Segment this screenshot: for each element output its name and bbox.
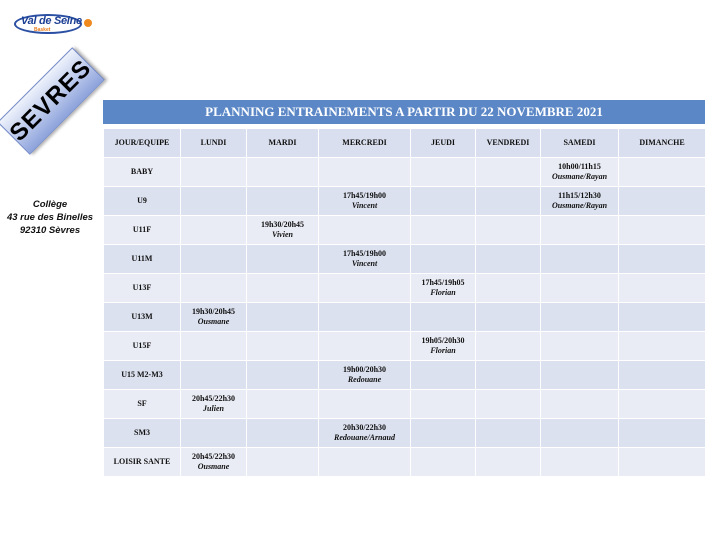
schedule-cell <box>476 361 541 390</box>
team-name: SM3 <box>104 419 181 448</box>
schedule-cell <box>181 274 247 303</box>
address-block <box>0 198 100 237</box>
schedule-cell <box>476 274 541 303</box>
schedule-cell <box>181 390 247 419</box>
schedule-cell <box>181 361 247 390</box>
header-day-samedi: SAMEDI <box>541 129 619 158</box>
schedule-cell <box>541 187 619 216</box>
header-day-dimanche: DIMANCHE <box>619 129 706 158</box>
slot-coach: Ousmane/Rayan <box>551 172 608 181</box>
schedule-cell <box>411 361 476 390</box>
schedule-cell <box>619 361 706 390</box>
schedule-cell <box>319 390 411 419</box>
schedule-cell <box>181 216 247 245</box>
team-name: U13F <box>104 274 181 303</box>
table-row <box>104 332 706 361</box>
address-line-1: Collège <box>32 199 68 210</box>
address-line-3: 92310 Sèvres <box>19 225 81 236</box>
table-row <box>104 390 706 419</box>
badge-text: SEVRES <box>4 54 97 147</box>
schedule-cell <box>181 158 247 187</box>
schedule-cell <box>476 332 541 361</box>
schedule-cell <box>476 419 541 448</box>
table-row <box>104 245 706 274</box>
slot-coach: Ousmane <box>197 462 230 471</box>
team-name: U9 <box>104 187 181 216</box>
schedule-cell <box>619 158 706 187</box>
schedule-cell <box>247 419 319 448</box>
schedule-cell <box>541 390 619 419</box>
header-day-jeudi: JEUDI <box>411 129 476 158</box>
sevres-badge <box>0 47 105 154</box>
schedule-cell <box>541 361 619 390</box>
logo-tagline: Basket <box>34 27 51 33</box>
schedule-cell <box>541 303 619 332</box>
schedule-cell <box>319 332 411 361</box>
table-body <box>104 158 706 477</box>
schedule-cell <box>247 390 319 419</box>
slot-coach: Vincent <box>351 259 378 268</box>
slot-time: 19h05/20h30 <box>421 336 465 345</box>
address-line-2: 43 rue des Binelles <box>6 212 94 223</box>
schedule-cell <box>411 216 476 245</box>
schedule-cell <box>411 158 476 187</box>
slot-coach: Florian <box>430 288 456 297</box>
schedule-cell <box>476 303 541 332</box>
schedule-cell <box>319 303 411 332</box>
schedule-cell <box>247 303 319 332</box>
schedule-cell <box>541 448 619 477</box>
schedule-cell <box>319 216 411 245</box>
schedule-cell <box>247 187 319 216</box>
slot-time: 20h30/22h30 <box>342 423 387 432</box>
schedule-cell <box>319 419 411 448</box>
slot-time: 20h45/22h30 <box>191 394 236 403</box>
slot-time: 19h30/20h45 <box>260 220 305 229</box>
planning-title: PLANNING ENTRAINEMENTS A PARTIR DU 22 NOVEMBRE 2021 <box>103 100 705 126</box>
schedule-cell <box>541 245 619 274</box>
schedule-cell <box>181 187 247 216</box>
schedule-cell <box>619 216 706 245</box>
schedule-cell <box>411 390 476 419</box>
schedule-cell <box>319 245 411 274</box>
schedule-cell <box>181 303 247 332</box>
schedule-cell <box>181 245 247 274</box>
slot-time: 19h00/20h30 <box>342 365 387 374</box>
schedule-cell <box>619 332 706 361</box>
logo-ball-icon <box>84 19 92 27</box>
table-row <box>104 361 706 390</box>
team-name: U13M <box>104 303 181 332</box>
schedule-cell <box>476 187 541 216</box>
table-header-row <box>104 129 706 158</box>
table-row <box>104 158 706 187</box>
team-name: U11M <box>104 245 181 274</box>
schedule-cell <box>411 187 476 216</box>
schedule-cell <box>619 390 706 419</box>
schedule-cell <box>541 332 619 361</box>
schedule-cell <box>476 245 541 274</box>
header-day-mercredi: MERCREDI <box>319 129 411 158</box>
schedule-cell <box>476 216 541 245</box>
schedule-cell <box>619 187 706 216</box>
slot-time: 11h15/12h30 <box>558 191 601 200</box>
schedule-cell <box>619 303 706 332</box>
schedule-cell <box>411 332 476 361</box>
schedule-cell <box>541 419 619 448</box>
schedule-cell <box>541 158 619 187</box>
team-name: U15 M2-M3 <box>104 361 181 390</box>
team-name: SF <box>104 390 181 419</box>
slot-coach: Julien <box>203 404 224 413</box>
schedule-cell <box>476 390 541 419</box>
slot-coach: Vivien <box>272 230 293 239</box>
team-name: U11F <box>104 216 181 245</box>
schedule-cell <box>319 361 411 390</box>
header-team: JOUR/EQUIPE <box>104 129 181 158</box>
schedule-cell <box>247 158 319 187</box>
schedule-cell <box>411 245 476 274</box>
table-row <box>104 274 706 303</box>
slot-time: 17h45/19h00 <box>342 191 387 200</box>
header-day-lundi: LUNDI <box>181 129 247 158</box>
schedule-cell <box>411 419 476 448</box>
schedule-cell <box>247 245 319 274</box>
schedule-cell <box>319 448 411 477</box>
schedule-cell <box>247 332 319 361</box>
schedule-cell <box>541 274 619 303</box>
header-day-mardi: MARDI <box>247 129 319 158</box>
schedule-cell <box>181 419 247 448</box>
schedule-cell <box>619 448 706 477</box>
slot-coach: Florian <box>430 346 456 355</box>
team-name: LOISIR SANTE <box>104 448 181 477</box>
schedule-cell <box>476 158 541 187</box>
schedule-cell <box>411 303 476 332</box>
table-row <box>104 448 706 477</box>
schedule-cell <box>247 448 319 477</box>
schedule-cell <box>247 216 319 245</box>
schedule-cell <box>319 274 411 303</box>
logo-name: Val de Seine <box>21 15 82 27</box>
slot-coach: Redouane <box>347 375 382 384</box>
slot-time: 17h45/19h00 <box>342 249 387 258</box>
slot-coach: Ousmane/Rayan <box>551 201 608 210</box>
table-row <box>104 216 706 245</box>
slot-coach: Ousmane <box>197 317 230 326</box>
schedule-cell <box>181 448 247 477</box>
schedule-cell <box>476 448 541 477</box>
slot-time: 17h45/19h05 <box>421 278 465 287</box>
schedule-cell <box>181 332 247 361</box>
table-row <box>104 187 706 216</box>
schedule-cell <box>319 158 411 187</box>
team-name: BABY <box>104 158 181 187</box>
header-day-vendredi: VENDREDI <box>476 129 541 158</box>
schedule-cell <box>619 274 706 303</box>
slot-time: 20h45/22h30 <box>191 452 236 461</box>
table-row <box>104 303 706 332</box>
schedule-cell <box>247 361 319 390</box>
table-row <box>104 419 706 448</box>
team-name: U15F <box>104 332 181 361</box>
planning-table <box>103 128 706 477</box>
schedule-cell <box>411 274 476 303</box>
slot-time: 10h00/11h15 <box>558 162 601 171</box>
slot-coach: Vincent <box>351 201 378 210</box>
schedule-cell <box>411 448 476 477</box>
schedule-cell <box>541 216 619 245</box>
schedule-cell <box>619 419 706 448</box>
slot-coach: Redouane/Arnaud <box>334 433 395 442</box>
schedule-cell <box>247 274 319 303</box>
club-logo <box>14 12 96 34</box>
schedule-cell <box>319 187 411 216</box>
schedule-cell <box>619 245 706 274</box>
slot-time: 19h30/20h45 <box>191 307 236 316</box>
